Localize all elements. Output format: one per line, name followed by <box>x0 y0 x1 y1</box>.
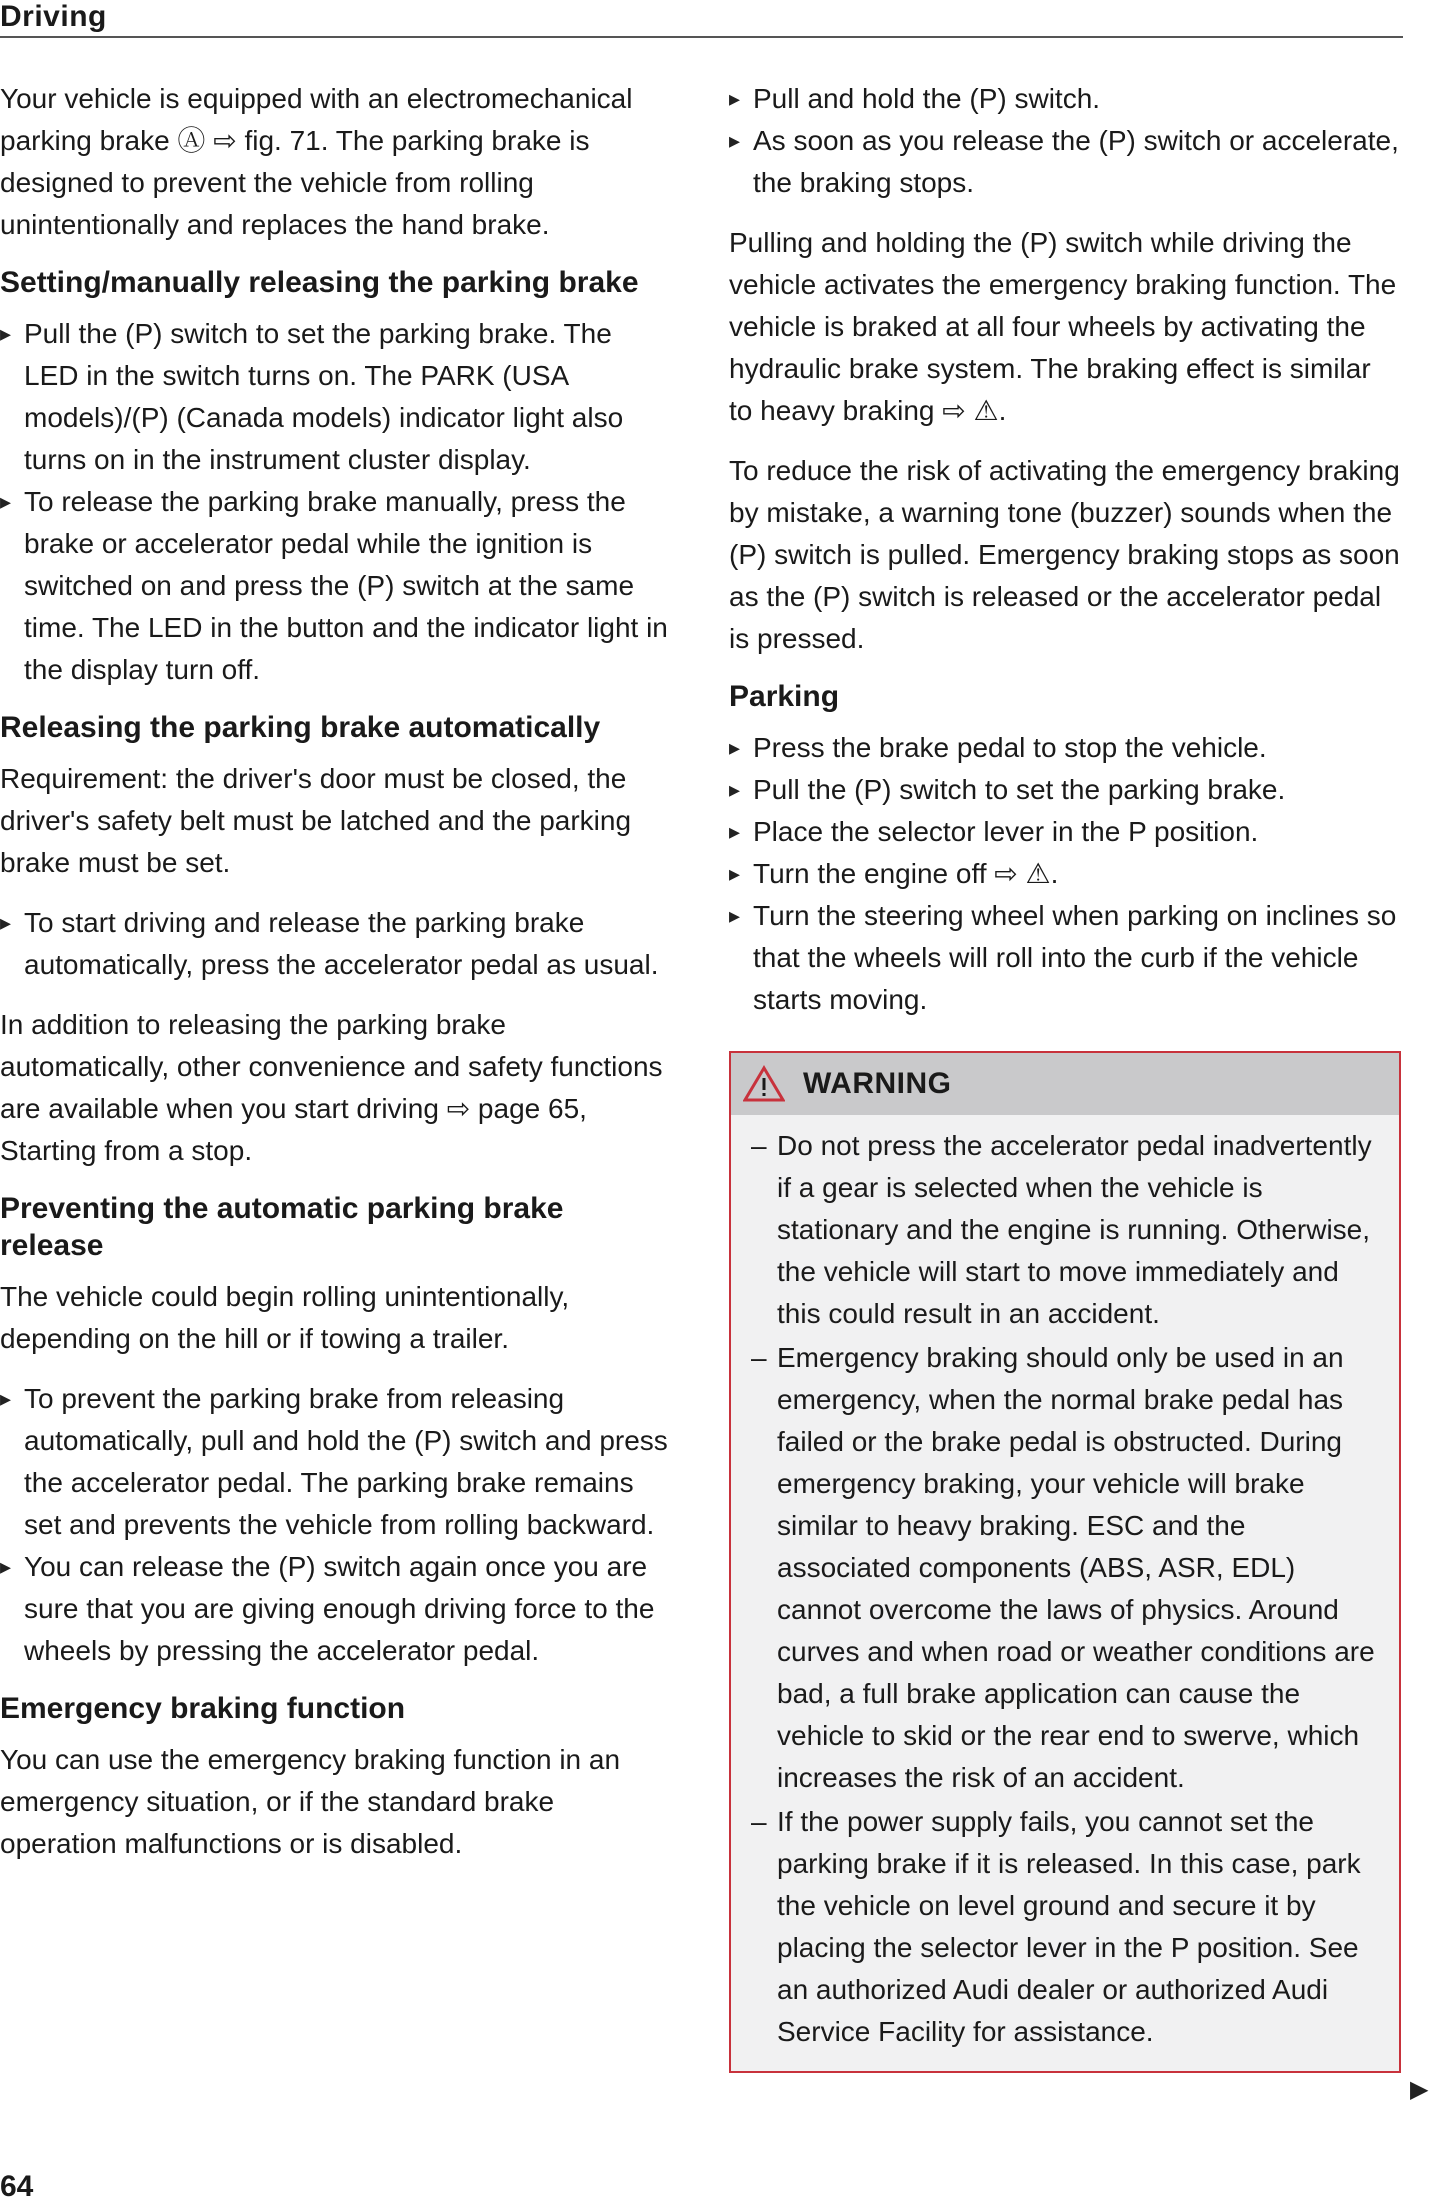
list-item: – Do not press the accelerator pedal inadvertently if a gear is selected when the vehicle is stationary and the engine is running. Otherwise, the vehicle will start to move immediately and this could result in an accident. <box>751 1125 1379 1335</box>
heading-setting-releasing: Setting/manually releasing the parking brake <box>0 266 639 299</box>
preventing-release-steps <box>0 1378 672 1672</box>
emergency-intro-paragraph: You can use the emergency braking function in an emergency situation, or if the standard brake operation malfunctions or is disabled. <box>0 1744 621 1859</box>
header-rule <box>0 36 1403 38</box>
section-title: Driving <box>0 0 107 33</box>
continue-arrow-icon: ▶ <box>1410 2076 1429 2103</box>
auto-release-steps <box>0 902 672 986</box>
requirement-paragraph: Requirement: the driver's door must be closed, the driver's safety belt must be latched and the parking brake must be set. <box>0 763 632 878</box>
list-item: ▸ To start driving and release the parking brake automatically, press the accelerator pedal as usual. <box>0 902 672 986</box>
emergency-function-paragraph: Pulling and holding the (P) switch while driving the vehicle activates the emergency braking function. The vehicle is braked at all four wheels by activating the hydraulic brake system. The braking effect is similar to heavy braking ⇨ ⚠. <box>729 227 1397 426</box>
warning-title: WARNING <box>803 1067 952 1100</box>
right-column <box>729 78 1401 2073</box>
list-item: – If the power supply fails, you cannot set the parking brake if it is released. In this case, park the vehicle on level ground and secure it by placing the selector lever in the P position. See an authorized Audi dealer or authorized Audi Service Facility for assistance. <box>751 1801 1379 2053</box>
list-item: ▸ As soon as you release the (P) switch or accelerate, the braking stops. <box>729 120 1401 204</box>
warning-box <box>729 1051 1401 2073</box>
list-item: ▸ You can release the (P) switch again once you are sure that you are giving enough driving force to the wheels by pressing the accelerator pedal. <box>0 1546 672 1672</box>
left-column <box>0 78 672 1883</box>
list-item: ▸ Pull and hold the (P) switch. <box>729 78 1401 120</box>
rolling-paragraph: The vehicle could begin rolling unintentionally, depending on the hill or if towing a trailer. <box>0 1281 570 1354</box>
warning-items <box>731 1115 1399 2071</box>
warning-triangle-icon <box>743 1065 785 1103</box>
buzzer-paragraph: To reduce the risk of activating the emergency braking by mistake, a warning tone (buzzer) sounds when the (P) switch is pulled. Emergency braking stops as soon as the (P) switch is released or the accelerator pedal is pressed. <box>729 455 1400 654</box>
heading-preventing-release: Preventing the automatic parking brake release <box>0 1192 564 1262</box>
parking-steps <box>729 727 1401 1021</box>
page-number: 64 <box>0 2170 34 2203</box>
convenience-paragraph: In addition to releasing the parking brake automatically, other convenience and safety functions are available when you start driving ⇨ page 65, Starting from a stop. <box>0 1009 663 1166</box>
list-item: ▸ To release the parking brake manually, press the brake or accelerator pedal while the ignition is switched on and press the (P) switch at the same time. The LED in the button and the indicator light in the display turn off. <box>0 481 672 691</box>
list-item: – Emergency braking should only be used in an emergency, when the normal brake pedal has failed or the brake pedal is obstructed. During emergency braking, your vehicle will brake similar to heavy braking. ESC and the associated components (ABS, ASR, EDL) cannot overcome the laws of physics. Around curves and when road or weather conditions are bad, a full brake application can cause the vehicle to skid or the rear end to swerve, which increases the risk of an accident. <box>751 1337 1379 1799</box>
list-item: ▸ Place the selector lever in the P position. <box>729 811 1401 853</box>
warning-header <box>731 1053 1399 1115</box>
list-item: ▸ Press the brake pedal to stop the vehicle. <box>729 727 1401 769</box>
setting-releasing-steps <box>0 313 672 691</box>
heading-auto-release: Releasing the parking brake automatically <box>0 711 601 744</box>
emergency-steps <box>729 78 1401 204</box>
list-item: ▸ Pull the (P) switch to set the parking brake. The LED in the switch turns on. The PARK (USA models)/(P) (Canada models) indicator light also turns on in the instrument cluster display. <box>0 313 672 481</box>
heading-emergency-braking: Emergency braking function <box>0 1692 406 1725</box>
list-item: ▸ Pull the (P) switch to set the parking brake. <box>729 769 1401 811</box>
intro-paragraph: Your vehicle is equipped with an electromechanical parking brake Ⓐ ⇨ fig. 71. The parking brake is designed to prevent the vehicle from rolling unintentionally and replaces the hand brake. <box>0 83 633 240</box>
list-item: ▸ Turn the steering wheel when parking on inclines so that the wheels will roll into the curb if the vehicle starts moving. <box>729 895 1401 1021</box>
heading-parking: Parking <box>729 680 840 713</box>
list-item: ▸ Turn the engine off ⇨ ⚠. <box>729 853 1401 895</box>
list-item: ▸ To prevent the parking brake from releasing automatically, pull and hold the (P) switch and press the accelerator pedal. The parking brake remains set and prevents the vehicle from rolling backward. <box>0 1378 672 1546</box>
